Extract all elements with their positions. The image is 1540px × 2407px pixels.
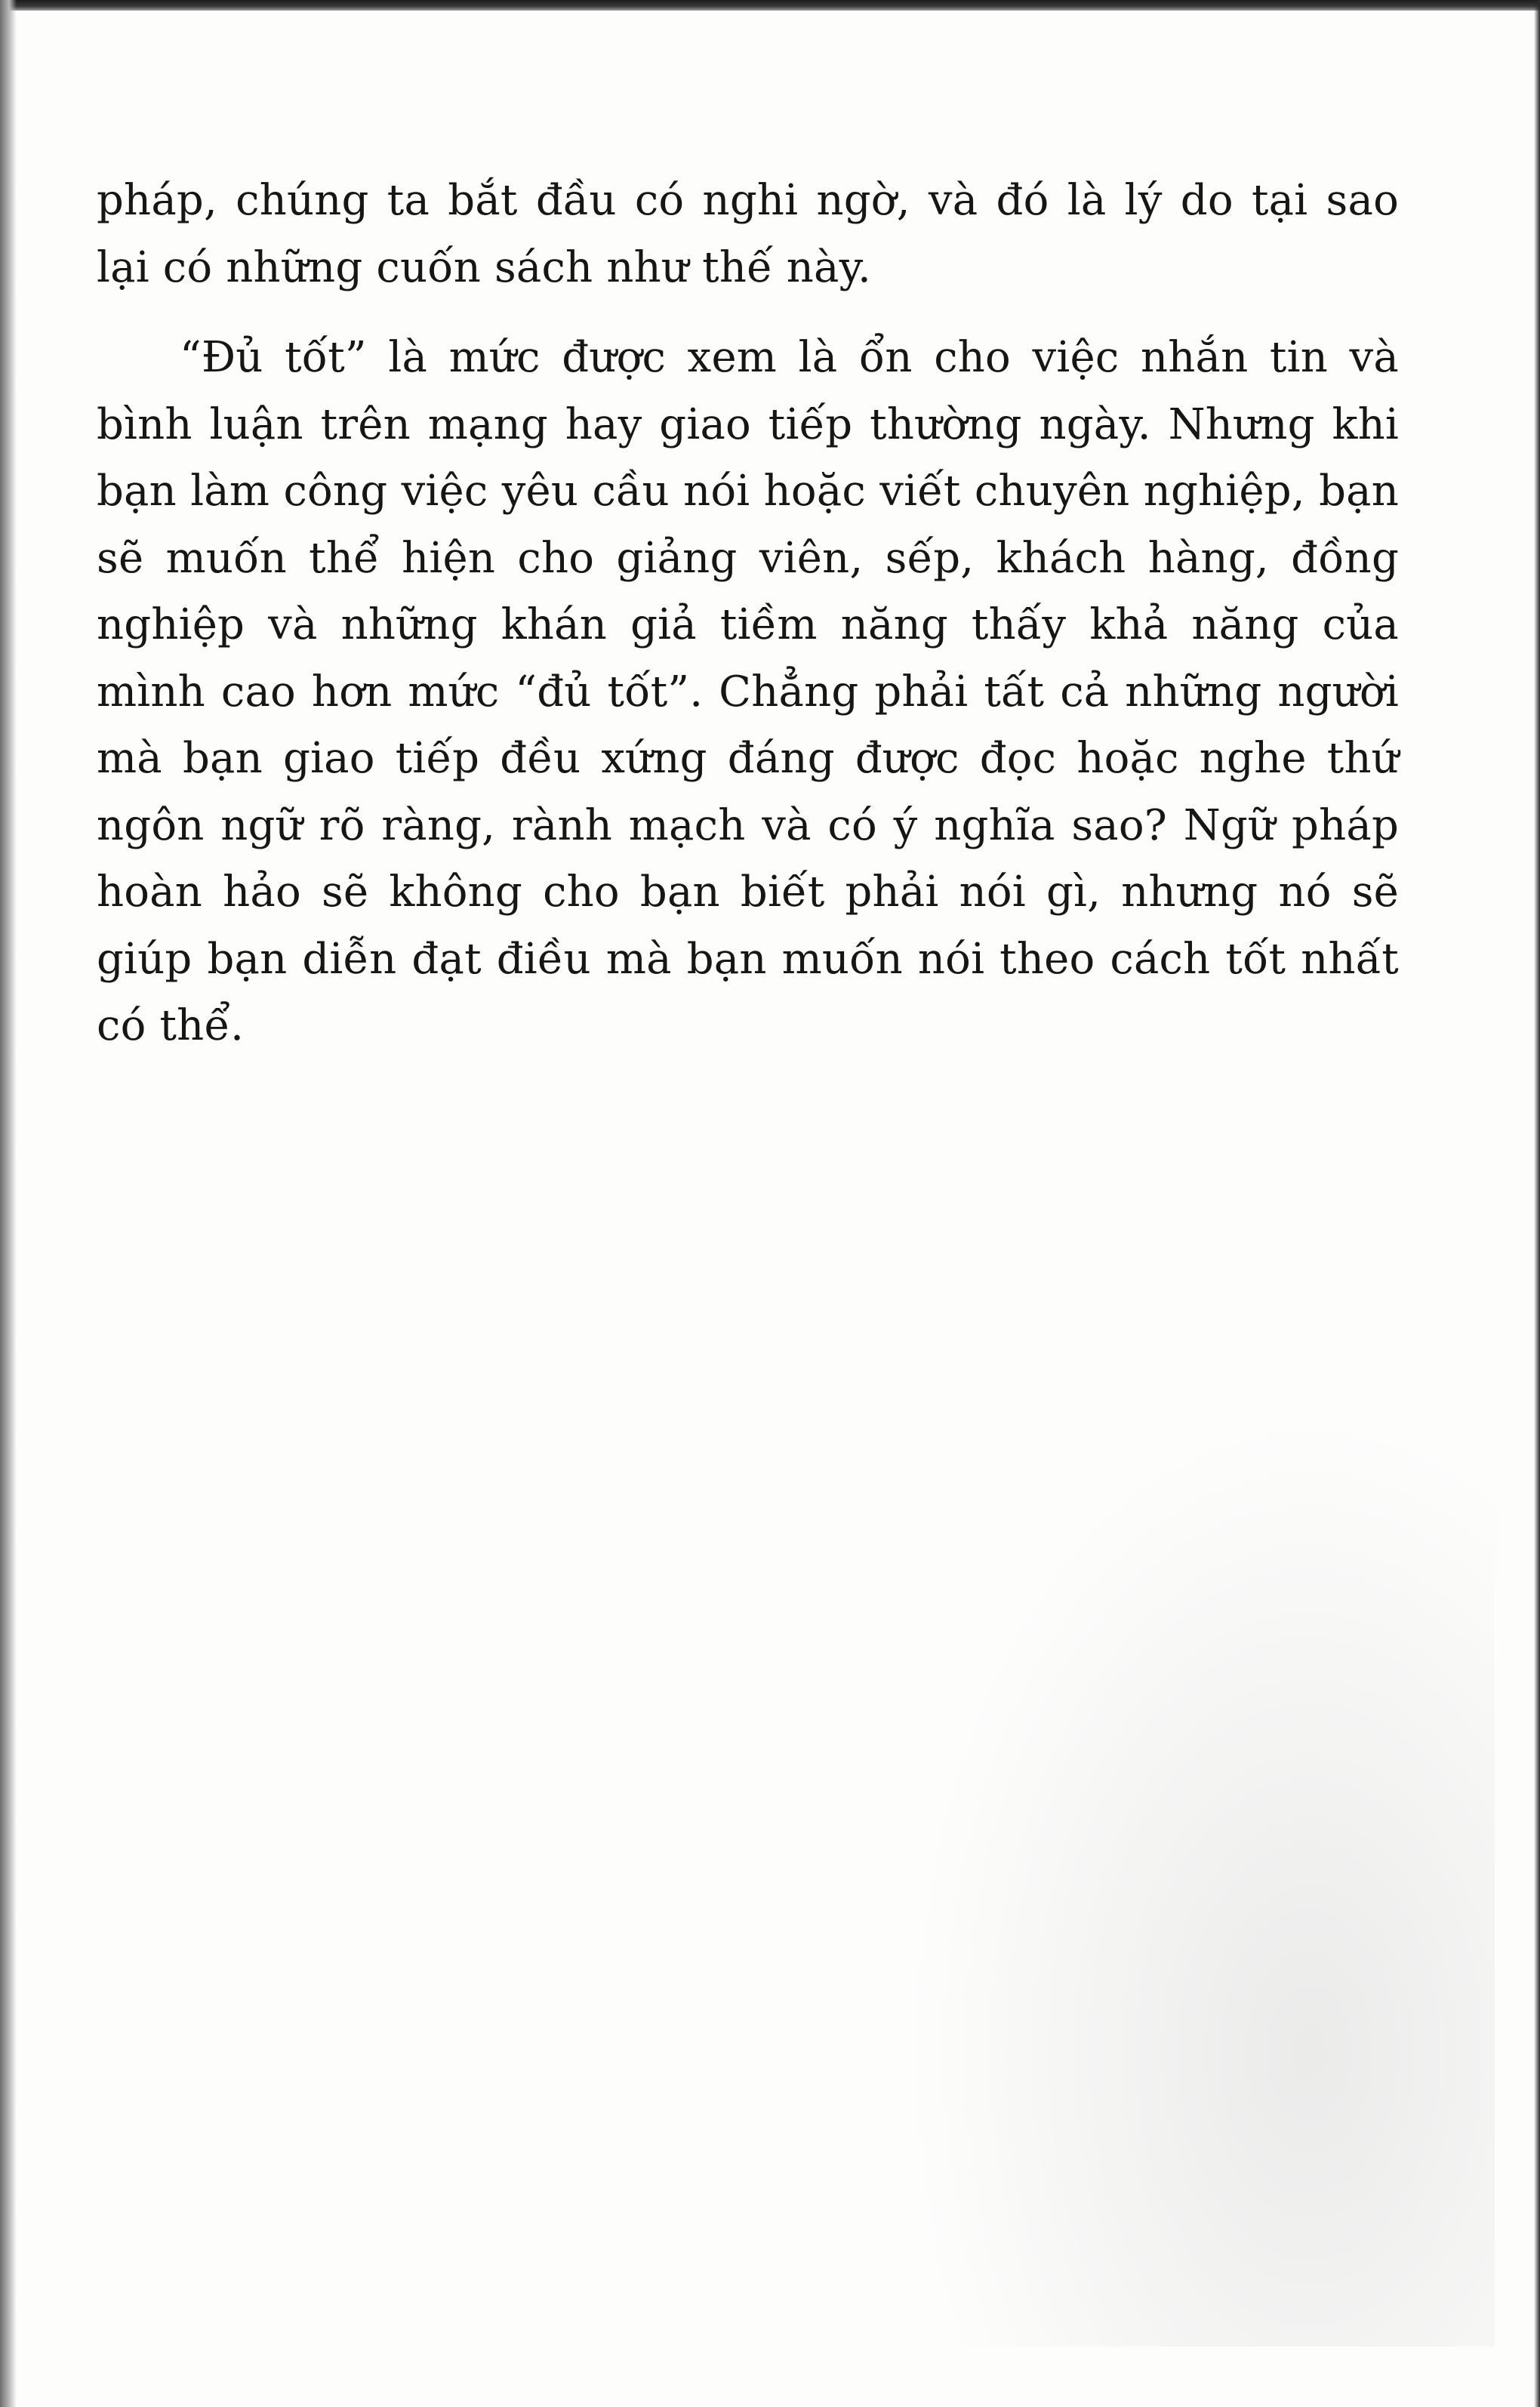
scan-top-edge: [0, 0, 1540, 11]
scan-left-edge: [0, 0, 17, 2407]
paragraph-good-enough: “Đủ tốt” là mức được xem là ổn cho việc nhắn tin và bình luận trên mạng hay giao tiếp thường ngày. Nhưng khi bạn làm công việc yêu cầu nói hoặc viết chuyên nghiệp, bạn sẽ muốn thể hiện cho giảng viên, sếp, khách hàng, đồng nghiệp và những khán giả tiềm năng thấy khả năng của mình cao hơn mức “đủ tốt”. Chẳng phải tất cả những người mà bạn giao tiếp đều xứng đáng được đọc hoặc nghe thứ ngôn ngữ rõ ràng, rành mạch và có ý nghĩa sao? Ngữ pháp hoàn hảo sẽ không cho bạn biết phải nói gì, nhưng nó sẽ giúp bạn diễn đạt điều mà bạn muốn nói theo cách tốt nhất có thể.: [97, 333, 1399, 1050]
paper-speckle: [876, 1365, 1495, 2347]
scan-right-edge: [1534, 0, 1540, 2407]
body-text: [97, 168, 1399, 1060]
paragraph-continuation: pháp, chúng ta bắt đầu có nghi ngờ, và đó là lý do tại sao lại có những cuốn sách như thế này.: [97, 176, 1399, 292]
